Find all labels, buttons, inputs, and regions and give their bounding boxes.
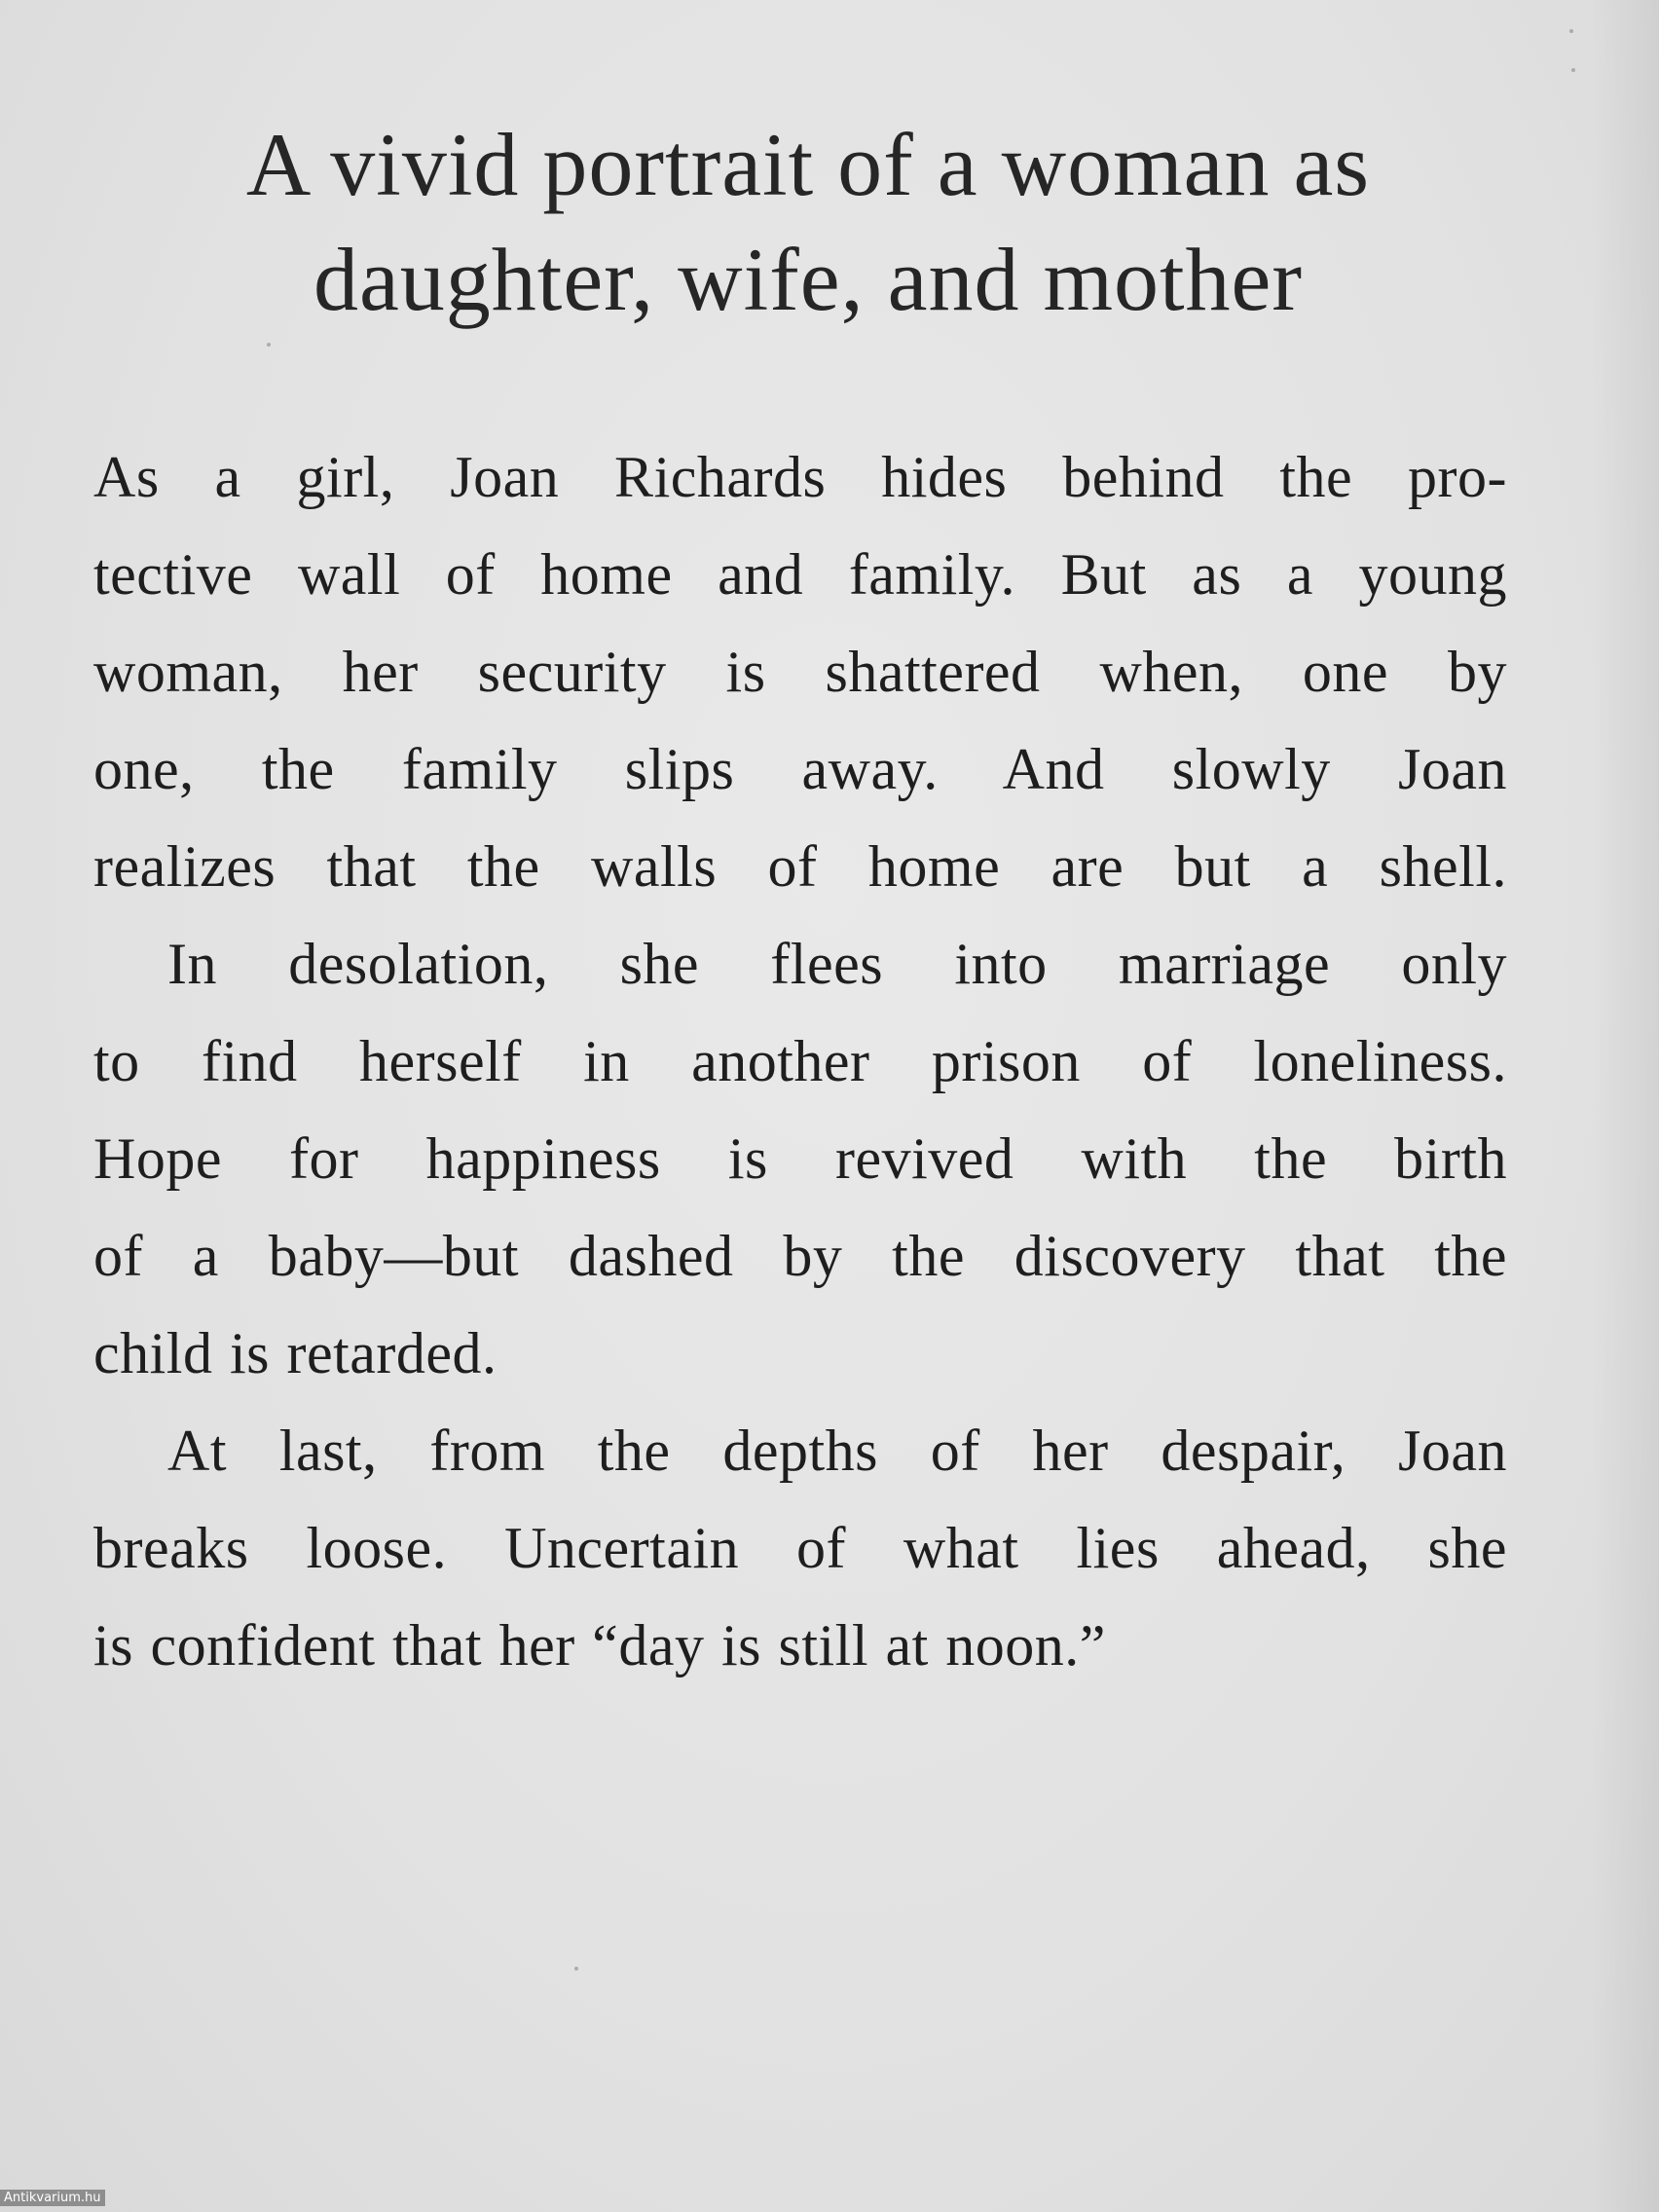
paragraph-1 [93,428,1507,915]
watermark: Antikvarium.hu [0,2190,105,2206]
text-line: As a girl, Joan Richards hides behind the pro- [93,445,1507,509]
text-line: tective wall of home and family. But as a young [93,542,1507,607]
text-line: child is retarded. [93,1321,498,1385]
headline-line-1: A vivid portrait of a woman as [245,115,1371,214]
text-line: is confident that her “day is still at noon.” [93,1613,1106,1677]
paper-speck [267,343,271,347]
text-line: At last, from the depths of her despair, Joan [167,1419,1507,1483]
text-line: In desolation, she flees into marriage only [167,932,1507,996]
text-line: woman, her security is shattered when, one by [93,640,1507,704]
text-line: Hope for happiness is revived with the birth [93,1126,1507,1191]
text-line: of a baby—but dashed by the discovery that the [93,1224,1507,1288]
headline [78,107,1538,337]
page-edge-shadow [1591,0,1659,2212]
text-line: to find herself in another prison of loneliness. [93,1029,1507,1093]
paragraph-3 [93,1402,1507,1694]
text-line: breaks loose. Uncertain of what lies ahead, she [93,1516,1507,1580]
paragraph-2 [93,915,1507,1402]
text-line: one, the family slips away. And slowly Joan [93,737,1507,801]
paper-speck [574,1967,578,1971]
paper-speck [1571,68,1575,72]
headline-line-2: daughter, wife, and mother [313,230,1304,329]
blurb-text [93,428,1507,1694]
paper-speck [1569,29,1573,33]
text-line: realizes that the walls of home are but a shell. [93,834,1507,899]
